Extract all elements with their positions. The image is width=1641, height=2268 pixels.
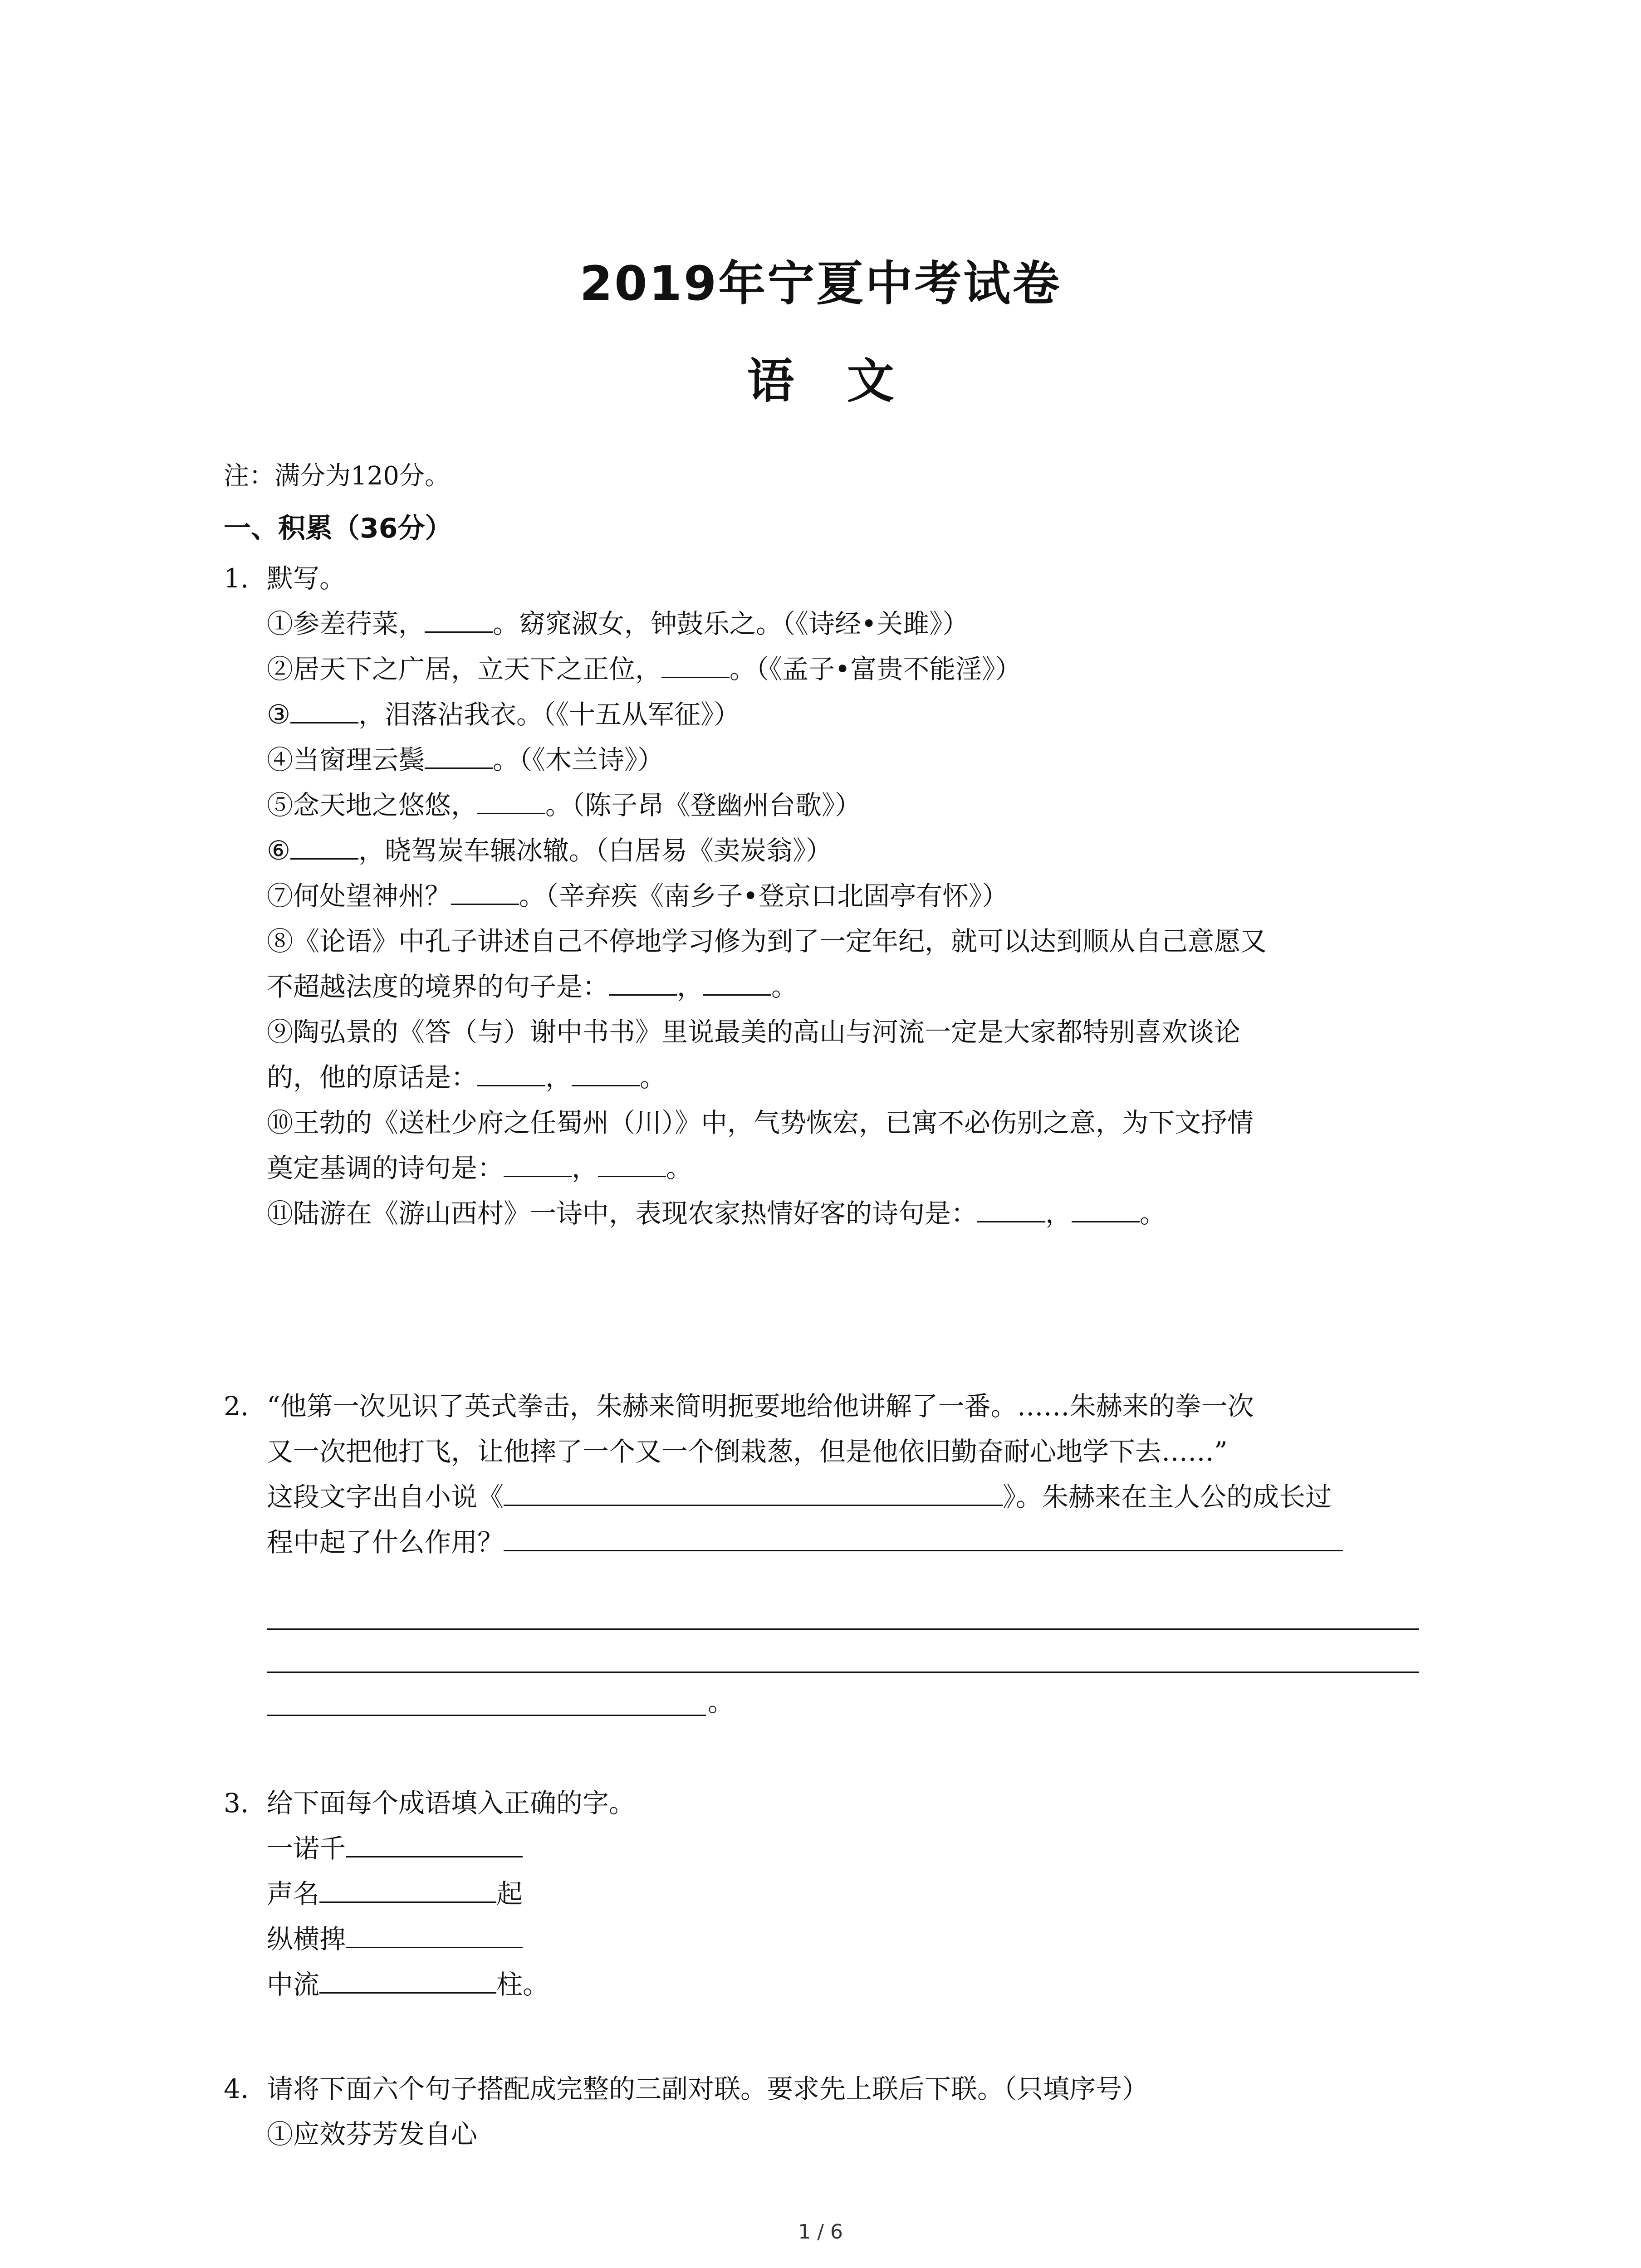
question-number: 1.	[224, 563, 249, 594]
item-text: ⑪陆游在《游山西村》一诗中，表现农家热情好客的诗句是：	[267, 1198, 978, 1229]
idiom-text: 一诺千	[267, 1833, 346, 1864]
answer-blank[interactable]	[290, 695, 358, 723]
item-text: 。	[640, 1062, 666, 1093]
item-text: ，泪落沾我衣。（《十五从军征》）	[358, 699, 740, 730]
dictation-item-2	[224, 646, 1449, 692]
answer-blank[interactable]	[703, 967, 771, 996]
dictation-item-3	[224, 692, 1449, 737]
dictation-item-4	[224, 737, 1449, 782]
idiom-text: 起	[496, 1878, 523, 1909]
answer-line[interactable]	[267, 1628, 1419, 1630]
answer-blank[interactable]	[477, 786, 545, 814]
idiom-text: 声名	[267, 1878, 320, 1909]
question-2-line-3	[224, 1474, 1449, 1520]
idiom-blank[interactable]	[346, 1829, 523, 1857]
item-text: 》。朱赫来在主人公的成长过	[1003, 1481, 1332, 1512]
dictation-item-9-line-2	[224, 1055, 1449, 1100]
answer-blank[interactable]	[425, 740, 493, 769]
answer-blank[interactable]	[477, 1058, 545, 1086]
dictation-item-5	[224, 782, 1449, 828]
answer-line[interactable]	[504, 1523, 1343, 1551]
idiom-blank[interactable]	[319, 1965, 496, 1994]
item-text: ⑦何处望神州？	[267, 880, 451, 911]
page-number: 1 / 6	[798, 2220, 843, 2244]
question-1	[224, 556, 1449, 1236]
item-text: 。（《孟子•富贵不能淫》）	[730, 654, 1022, 684]
exam-subject: 语 文	[747, 353, 894, 409]
item-text: ，	[545, 1062, 572, 1093]
answer-blank[interactable]	[451, 876, 519, 905]
idiom-text: 纵横捭	[267, 1924, 346, 1955]
idiom-blank[interactable]	[319, 1874, 496, 1903]
answer-line[interactable]	[267, 1672, 1419, 1673]
answer-blank[interactable]	[504, 1149, 572, 1177]
item-text: 这段文字出自小说《	[267, 1481, 504, 1512]
question-2-line-1	[224, 1383, 1449, 1429]
item-text: 。	[666, 1153, 693, 1183]
idiom-2	[224, 1871, 1449, 1916]
question-1-prompt	[224, 556, 1449, 601]
item-text: ，	[677, 971, 704, 1002]
item-text: ，	[572, 1153, 598, 1183]
dictation-item-10-line-2	[224, 1145, 1449, 1191]
item-text: 程中起了什么作用？	[267, 1527, 504, 1558]
answer-blank[interactable]	[425, 604, 493, 633]
item-text: 的，他的原话是：	[267, 1062, 478, 1093]
answer-blank[interactable]	[1072, 1194, 1140, 1222]
dictation-item-10-line-1: ⑩王勃的《送杜少府之任蜀州（川）》中，气势恢宏，已寓不必伤别之意，为下文抒情	[267, 1107, 1254, 1138]
item-text: 奠定基调的诗句是：	[267, 1153, 504, 1183]
question-text: 默写。	[267, 563, 346, 594]
score-note: 注：满分为120分。	[224, 461, 450, 491]
question-2-line-2: 又一次把他打飞，让他摔了一个又一个倒栽葱，但是他依旧勤奋耐心地学下去……”	[267, 1436, 1228, 1467]
dictation-item-11	[224, 1191, 1449, 1236]
answer-blank[interactable]	[598, 1149, 666, 1177]
dictation-item-8-line-1: ⑧《论语》中孔子讲述自己不停地学习修为到了一定年纪，就可以达到顺从自己意愿又	[267, 926, 1267, 957]
couplet-sentence-1: ①应效芬芳发自心	[267, 2119, 478, 2150]
answer-blank[interactable]	[290, 831, 358, 860]
question-text: 给下面每个成语填入正确的字。	[267, 1788, 636, 1818]
item-text: ⑤念天地之悠悠，	[267, 790, 478, 821]
item-text: ④当窗理云鬓	[267, 744, 425, 775]
item-text: ，晓驾炭车辗冰辙。（白居易《卖炭翁》）	[358, 835, 833, 866]
answer-end-mark: 。	[708, 1686, 735, 1717]
item-text: 。	[1140, 1198, 1166, 1229]
item-text: ⑥	[267, 835, 290, 866]
idiom-3	[224, 1916, 1449, 1962]
item-text: 。窈窕淑女，钟鼓乐之。（《诗经•关雎》）	[493, 608, 969, 639]
question-text: 请将下面六个句子搭配成完整的三副对联。要求先上联后下联。（只填序号）	[267, 2073, 1149, 2104]
question-4	[224, 2066, 1449, 2157]
item-text: ，	[1045, 1198, 1072, 1229]
answer-blank[interactable]	[977, 1194, 1045, 1222]
dictation-item-9-line-1: ⑨陶弘景的《答（与）谢中书书》里说最美的高山与河流一定是大家都特别喜欢谈论	[267, 1017, 1241, 1047]
question-number: 4.	[224, 2073, 249, 2104]
item-text: 不超越法度的境界的句子是：	[267, 971, 609, 1002]
item-text: 。	[771, 971, 798, 1002]
dictation-item-6	[224, 828, 1449, 873]
idiom-4	[224, 1962, 1449, 2007]
answer-line[interactable]	[267, 1715, 706, 1716]
novel-title-blank[interactable]	[504, 1477, 1003, 1506]
exam-title: 2019年宁夏中考试卷	[579, 256, 1062, 311]
question-number: 3.	[224, 1788, 249, 1818]
question-2-line-4	[224, 1520, 1449, 1565]
question-4-prompt	[224, 2066, 1449, 2112]
question-3-prompt	[224, 1780, 1449, 1826]
item-text: ③	[267, 699, 290, 730]
item-text: ②居天下之广居，立天下之正位，	[267, 654, 662, 684]
dictation-item-8-line-2	[224, 964, 1449, 1009]
answer-blank[interactable]	[572, 1058, 640, 1086]
dictation-item-7	[224, 873, 1449, 919]
item-text: 。（辛弃疾《南乡子•登京口北固亭有怀》）	[519, 880, 1009, 911]
idiom-text: 柱。	[496, 1969, 549, 2000]
answer-blank[interactable]	[609, 967, 677, 996]
idiom-blank[interactable]	[346, 1920, 523, 1948]
section-heading: 一、积累（36分）	[224, 513, 452, 544]
question-text: “他第一次见识了英式拳击，朱赫来简明扼要地给他讲解了一番。……朱赫来的拳一次	[267, 1391, 1254, 1422]
idiom-text: 中流	[267, 1969, 320, 2000]
item-text: ①参差荇菜，	[267, 608, 425, 639]
answer-blank[interactable]	[661, 650, 730, 678]
idiom-1	[224, 1826, 1449, 1871]
dictation-item-1	[224, 601, 1449, 646]
question-number: 2.	[224, 1391, 249, 1422]
item-text: 。（《木兰诗》）	[493, 744, 664, 775]
question-2	[224, 1383, 1449, 1565]
question-3	[224, 1780, 1449, 2007]
item-text: 。（陈子昂《登幽州台歌》）	[545, 790, 862, 821]
